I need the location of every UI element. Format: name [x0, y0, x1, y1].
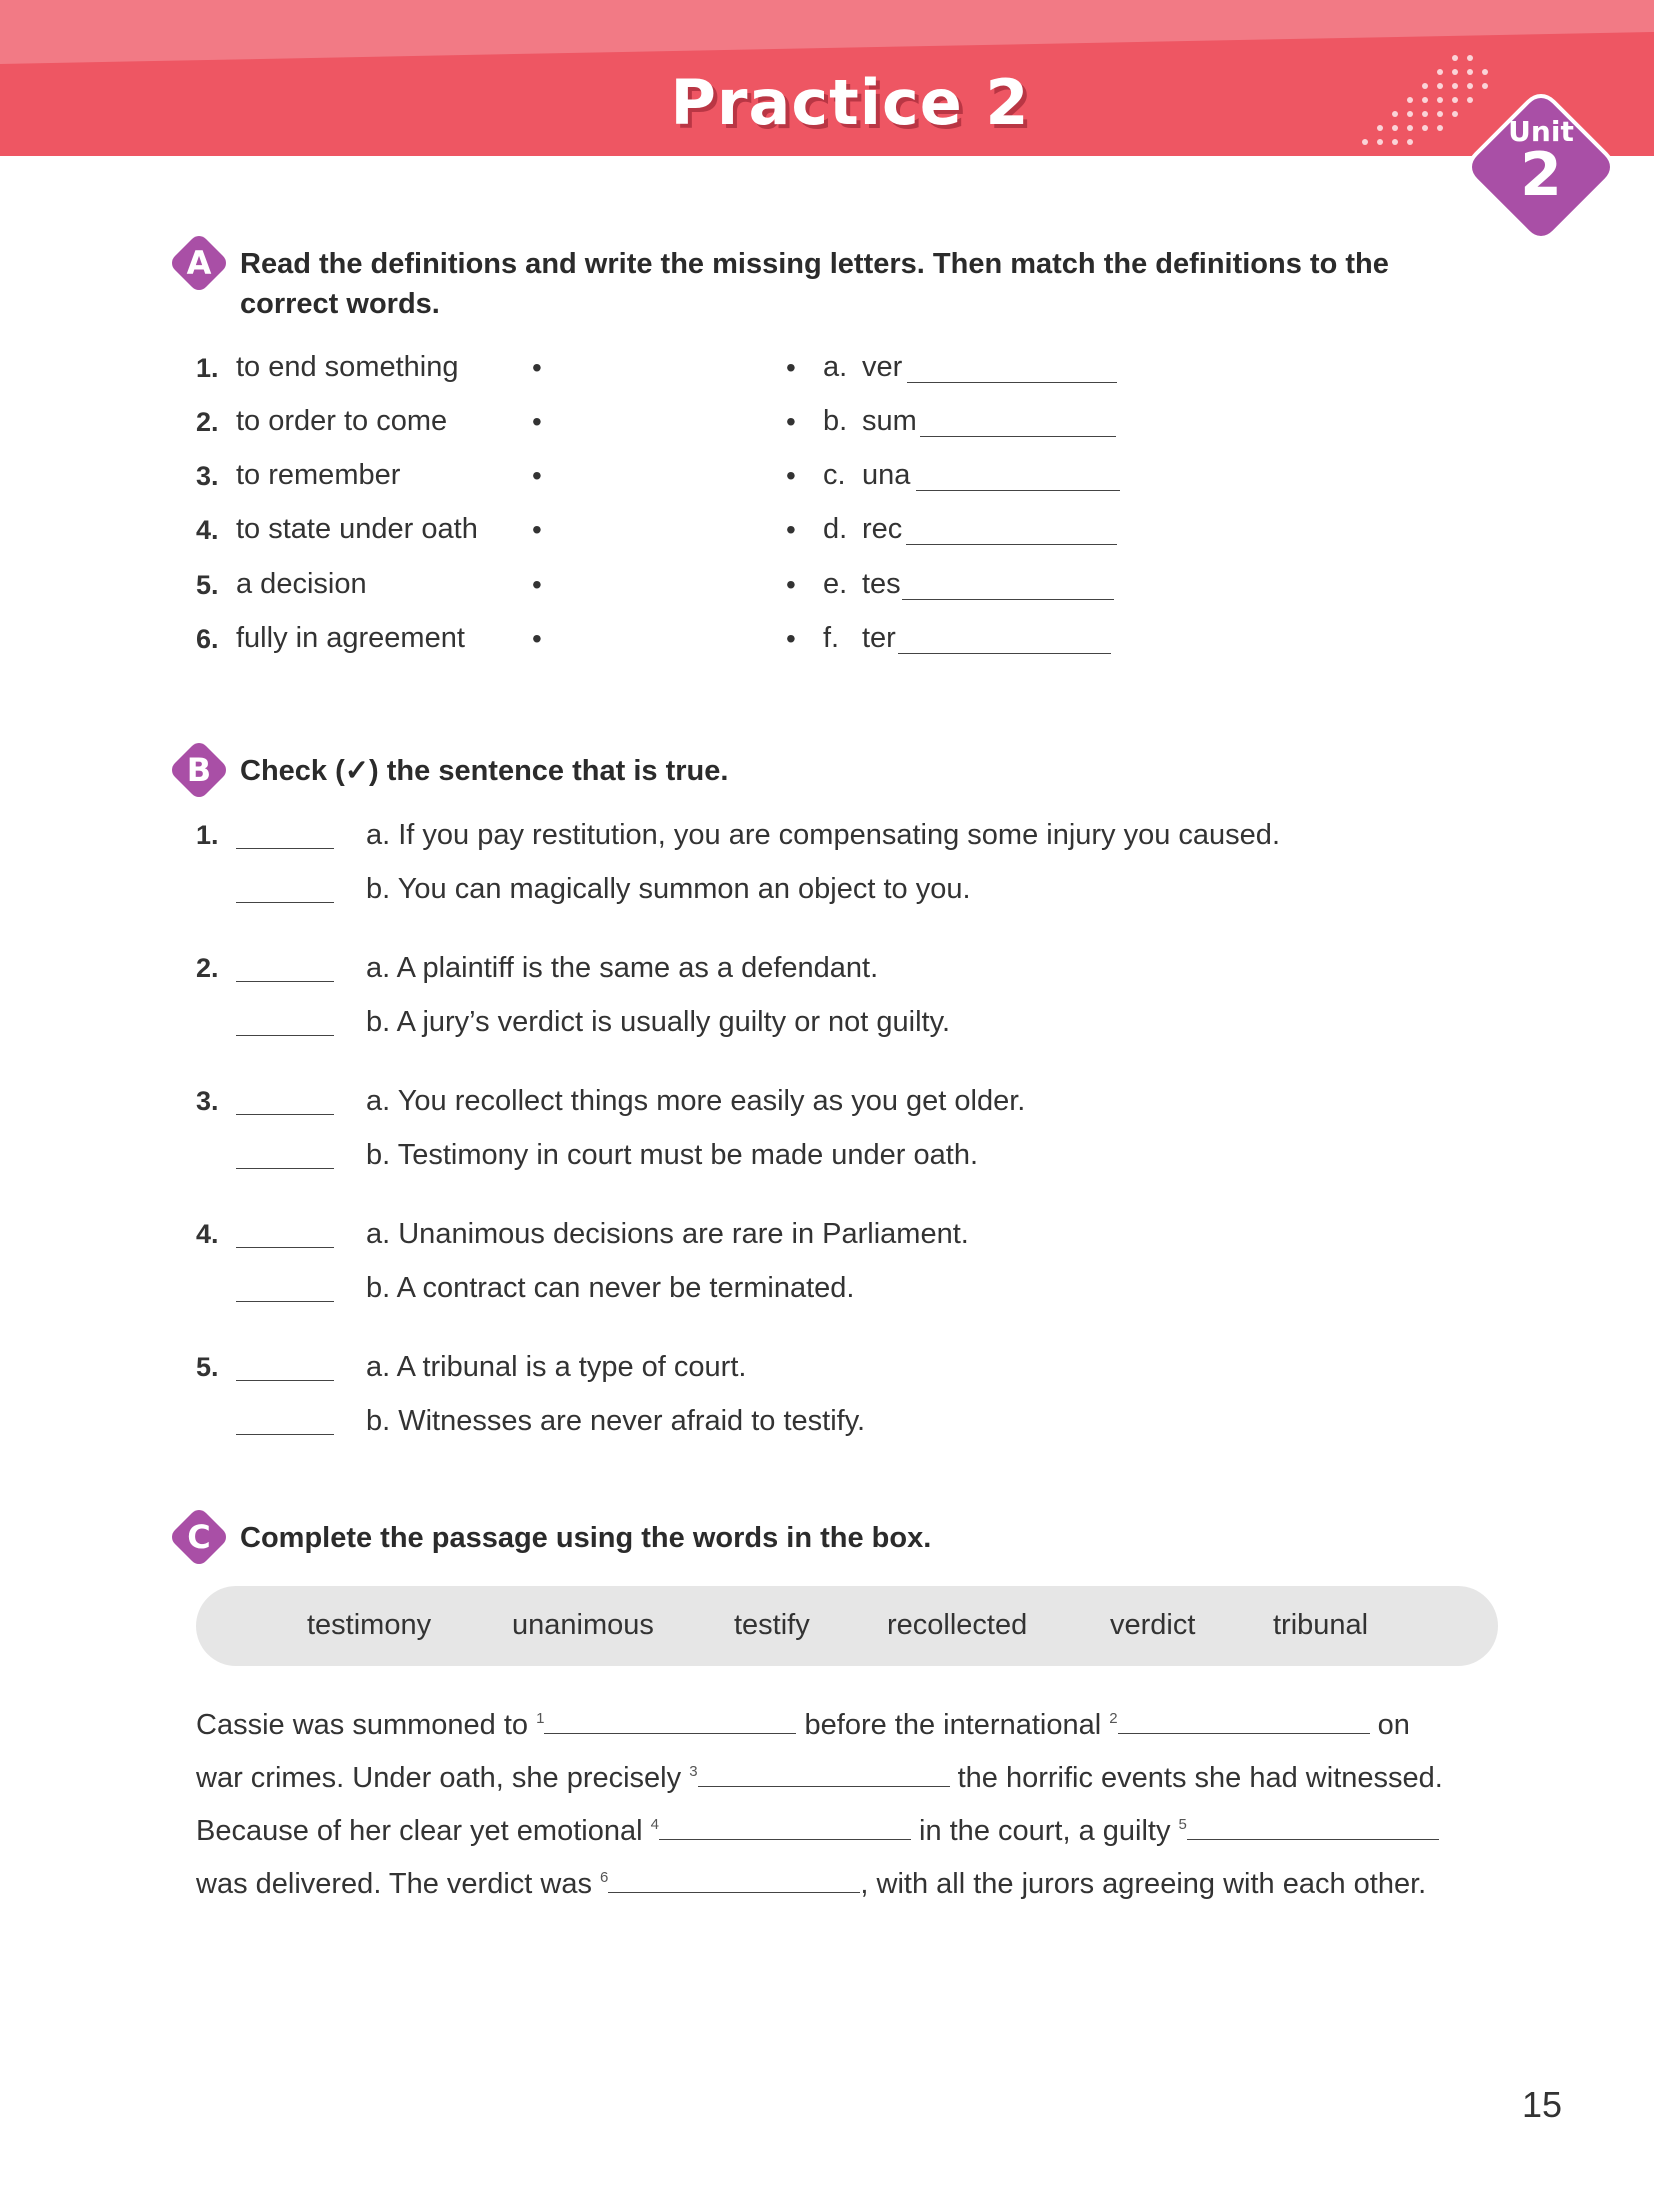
blank-number: 5: [1178, 1816, 1187, 1833]
word-stem: una: [862, 459, 911, 491]
word-letter: f.: [823, 622, 840, 654]
item-number: 5.: [196, 1352, 219, 1382]
definition-number: 1.: [196, 353, 219, 383]
match-dot-left[interactable]: •: [532, 514, 542, 545]
definition-text: to order to come: [236, 405, 448, 437]
definition-number: 5.: [196, 570, 219, 600]
statement-a: a. Unanimous decisions are rare in Parliament.: [366, 1218, 969, 1250]
match-dot-left[interactable]: •: [532, 623, 542, 654]
blank-number: 2: [1109, 1710, 1118, 1727]
word-box-item: testimony: [307, 1609, 432, 1641]
definition-text: a decision: [236, 568, 367, 600]
statement-b: b. You can magically summon an object to you.: [366, 873, 971, 905]
missing-letters-blank[interactable]: [898, 652, 1111, 654]
statement-b: b. Witnesses are never afraid to testify.: [366, 1405, 866, 1437]
statement-a: a. You recollect things more easily as you get older.: [366, 1085, 1026, 1117]
statement-b: b. A contract can never be terminated.: [366, 1272, 855, 1304]
unit-number: 2: [1520, 140, 1562, 210]
match-dot-right[interactable]: •: [786, 352, 796, 383]
passage-line-1: Cassie was summoned to $^1$ before the international $^2$ on: [196, 1703, 1410, 1743]
definition-number: 2.: [196, 407, 219, 437]
passage-line-3: Because of her clear yet emotional $^4$ in the court, a guilty $^5$: [196, 1809, 1439, 1849]
word-stem: tes: [862, 568, 901, 600]
statement-b: b. Testimony in court must be made under oath.: [366, 1139, 979, 1171]
word-letter: b.: [823, 405, 848, 437]
word-stem: sum: [862, 405, 917, 437]
section-a-badge: A: [170, 234, 228, 292]
passage-blank[interactable]: [1118, 1703, 1370, 1734]
missing-letters-blank[interactable]: [916, 489, 1120, 491]
match-dot-right[interactable]: •: [786, 623, 796, 654]
word-stem: ver: [862, 351, 903, 383]
page-title: Practice 2: [670, 66, 1030, 139]
check-blank[interactable]: [236, 1246, 334, 1248]
section-a-instruction-line1: Read the definitions and write the missing letters. Then match the definitions to the: [240, 248, 1389, 280]
section-a-instruction-line2: correct words.: [240, 288, 440, 320]
missing-letters-blank[interactable]: [920, 435, 1116, 437]
check-blank[interactable]: [236, 901, 334, 903]
match-dot-right[interactable]: •: [786, 406, 796, 437]
definition-number: 3.: [196, 461, 219, 491]
statement-a: a. A tribunal is a type of court.: [366, 1351, 747, 1383]
check-blank[interactable]: [236, 1300, 334, 1302]
blank-number: 6: [600, 1869, 609, 1886]
definition-number: 4.: [196, 515, 219, 545]
unit-label: Unit: [1508, 115, 1574, 148]
word-letter: c.: [823, 459, 846, 491]
match-dot-left[interactable]: •: [532, 460, 542, 491]
passage-blank[interactable]: [659, 1809, 911, 1840]
word-letter: d.: [823, 513, 848, 545]
check-blank[interactable]: [236, 1113, 334, 1115]
definition-text: to remember: [236, 459, 401, 491]
check-blank[interactable]: [236, 1433, 334, 1435]
section-c-badge: C: [170, 1508, 228, 1566]
passage-line-2: war crimes. Under oath, she precisely $^3$ the horrific events she had witnessed.: [196, 1756, 1443, 1796]
item-number: 3.: [196, 1086, 219, 1116]
word-box-item: verdict: [1110, 1609, 1196, 1641]
section-c-instruction: Complete the passage using the words in the box.: [240, 1522, 932, 1554]
definition-text: to state under oath: [236, 513, 478, 545]
missing-letters-blank[interactable]: [906, 543, 1117, 545]
definition-text: to end something: [236, 351, 459, 383]
page-number: 15: [1522, 2084, 1563, 2125]
check-blank[interactable]: [236, 1034, 334, 1036]
blank-number: 4: [650, 1816, 659, 1833]
passage-line-4: was delivered. The verdict was $^6$ , with all the jurors agreeing with each other.: [196, 1862, 1426, 1902]
word-box-item: tribunal: [1273, 1609, 1369, 1641]
word-letter: e.: [823, 568, 848, 600]
word-box-item: recollected: [887, 1609, 1028, 1641]
statement-b: b. A jury’s verdict is usually guilty or not guilty.: [366, 1006, 951, 1038]
word-letter: a.: [823, 351, 848, 383]
passage-blank[interactable]: [698, 1756, 950, 1787]
blank-number: 3: [689, 1763, 698, 1780]
check-blank[interactable]: [236, 847, 334, 849]
section-b-instruction: Check (✓) the sentence that is true.: [240, 755, 729, 787]
definition-text: fully in agreement: [236, 622, 465, 654]
statement-a: a. A plaintiff is the same as a defendant.: [366, 952, 879, 984]
passage-blank[interactable]: [608, 1862, 860, 1893]
match-dot-left[interactable]: •: [532, 352, 542, 383]
word-box-item: testify: [734, 1609, 810, 1641]
word-stem: rec: [862, 513, 903, 545]
missing-letters-blank[interactable]: [907, 381, 1117, 383]
statement-a: a. If you pay restitution, you are compensating some injury you caused.: [366, 819, 1280, 851]
word-box-item: unanimous: [512, 1609, 654, 1641]
check-blank[interactable]: [236, 1167, 334, 1169]
match-dot-right[interactable]: •: [786, 460, 796, 491]
match-dot-left[interactable]: •: [532, 569, 542, 600]
passage-blank[interactable]: [544, 1703, 796, 1734]
item-number: 1.: [196, 820, 219, 850]
passage-blank[interactable]: [1187, 1809, 1439, 1840]
definition-number: 6.: [196, 624, 219, 654]
section-b-badge: B: [170, 741, 228, 799]
missing-letters-blank[interactable]: [902, 598, 1114, 600]
match-dot-right[interactable]: •: [786, 514, 796, 545]
match-dot-right[interactable]: •: [786, 569, 796, 600]
check-blank[interactable]: [236, 980, 334, 982]
check-blank[interactable]: [236, 1379, 334, 1381]
word-stem: ter: [862, 622, 896, 654]
item-number: 4.: [196, 1219, 219, 1249]
match-dot-left[interactable]: •: [532, 406, 542, 437]
blank-number: 1: [536, 1710, 545, 1727]
item-number: 2.: [196, 953, 219, 983]
